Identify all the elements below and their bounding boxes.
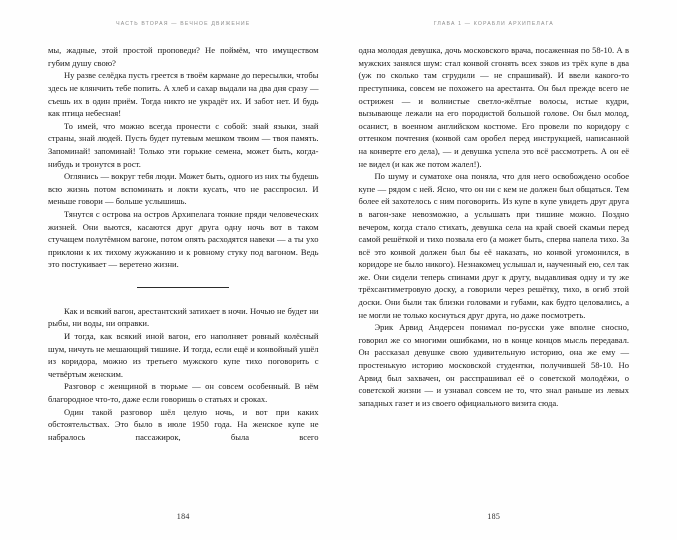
- paragraph: Тянутся с острова на остров Архипелага тонкие пряди человеческих жизней. Они вьются, касаются друг друга одну ночь вот в таком стучащем полутёмном вагоне, потом опять расходятся навеки — а ты ухо приклони к их тихому жужжанию и к ровному стуку под вагоном. Ведь это постукивает — веретено жизни.: [48, 208, 319, 270]
- paragraph: Оглянись — вокруг тебя люди. Может быть, одного из них ты будешь всю жизнь потом вспоминать и локти кусать, что не расспросил. И меньше говори — больше услышишь.: [48, 171, 319, 207]
- paragraph: Один такой разговор шёл целую ночь, и вот при каких обстоятельствах. Это было в июле 1950 года. На женское купе не набралось пассажирок, была всего: [48, 406, 319, 442]
- folio-right: 185: [487, 512, 501, 522]
- paragraph: И тогда, как всякий иной вагон, его наполняет ровный колёсный шум, ничуть не мешающий тишине. И тогда, если ещё и конвойный ушёл из коридора, можно из третьего мужского купе тихо поговорить с четвёртым женским.: [48, 331, 319, 379]
- running-head-right: ГЛАВА 1 — КОРАБЛИ АРХИПЕЛАГА: [433, 21, 554, 27]
- page-right-spacer: [359, 461, 630, 512]
- page-left-spacer: [48, 478, 319, 512]
- paragraph: Эрик Арвид Андерсен понимал по-русски уже вполне сносно, говорил же со многими ошибками, но в конце концов мысль передавал. Он рассказал девушке свою удивительную историю, она же ему — простенькую историю московской студентки, получившей 58-10. Но Арвид был захвачен, он расспрашивал её о советской молодёжи, о советской жизни — и узнавал совсем не то, что знал раньше из левых западных газет и из своего официального визита сюда.: [358, 322, 629, 408]
- paragraph: По шуму и суматохе она поняла, что для него освобождено особое купе — рядом с ней. Ясно, что он ни с кем не должен был общаться. Тем более ей захотелось с ним поговорить. Из купе в купе увидеть друг друга в вагон-заке невозможно, а услышать при тишине можно. Поздно вечером, когда стало стихать, девушка села на край своей скамьи перед самой решёткой и тихо позвала его (а может быть, сперва напела тихо. За всё это конвой должен был бы её наказать, но конвой угомонился, в коридоре не было никого). Незнакомец услышал и, наученный ею, сел так же. Они сидели теперь спинами друг к другу, выдавливая одну и ту же трёхсантиметровую доску, а говорили через решётку, тихо, в огиб этой доски. Они были так близки головами и губами, как будто целовались, а не могли не только коснуться друг друга, но даже посмотреть.: [358, 171, 629, 320]
- paragraph: То имей, что можно всегда пронести с собой: знай языки, знай страны, знай людей. Пусть будет путевым мешком твоим — твоя память. Запоминай! запоминай! Только эти горькие семена, может быть, когда-нибудь и тронутся в рост.: [48, 120, 319, 169]
- folio-left: 184: [176, 512, 190, 522]
- paragraph: одна молодая девушка, дочь московского врача, посаженная по 58-10. А в мужских занялся шум: стал конвой сгонять всех зэков из трёх купе в два (уж по сколько там сгрудили — не спрашивай). И ввели какого-то преступника, совсем не похожего на арестанта. Он был прежде всего не острижен — и волнистые светло-жёлтые волосы, истые кудри, вызывающе лежали на его породистой большой голове. Он был молод, осанист, в военном английском костюме. Его провели по коридору с оттенком почтения (конвой сам оробел перед инструкцией, написанной на конверте его дела), — и девушка успела это всё рассмотреть. А он её не видел (и как же потом жалел!).: [358, 45, 629, 169]
- paragraph: Как и всякий вагон, арестантский затихает в ночи. Ночью не будет ни рыбы, ни воды, ни оправки.: [48, 305, 319, 329]
- page-right: [339, 0, 677, 540]
- divider-rule: [137, 287, 229, 288]
- section-divider: [48, 271, 319, 305]
- body-text-left: [48, 44, 319, 478]
- paragraph: мы, жадные, этой простой проповеди? Не поймём, что имуществом губим душу свою?: [48, 45, 319, 68]
- paragraph: Разговор с женщиной в тюрьме — он совсем особенный. В нём благородное что-то, даже если говоришь о статьях и сроках.: [48, 381, 319, 405]
- body-text-right: [359, 44, 630, 461]
- paragraph: Ну разве селёдка пусть греется в твоём кармане до пересылки, чтобы здесь не клянчить тебе попить. А хлеб и сахар выдали на два дня сразу — съешь их в один приём. Тогда никто не украдёт их. И забот нет. И будь как птица небесная!: [48, 70, 319, 119]
- running-head-left: ЧАСТЬ ВТОРАЯ — ВЕЧНОЕ ДВИЖЕНИЕ: [116, 21, 251, 27]
